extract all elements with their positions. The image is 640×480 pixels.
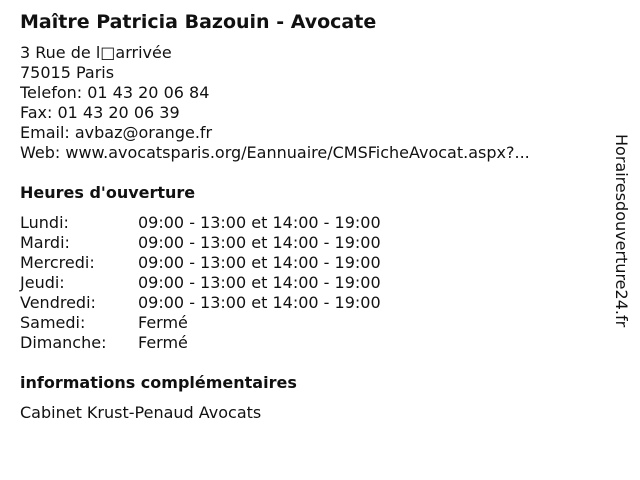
additional-info-text: Cabinet Krust-Penaud Avocats (20, 403, 262, 422)
website-url: Web: www.avocatsparis.org/Eannuaire/CMSFicheAvocat.aspx?... (20, 143, 530, 162)
email-address: Email: avbaz@orange.fr (20, 123, 213, 142)
hours-row-jeudi (20, 273, 381, 293)
hours-row-mercredi (20, 253, 381, 273)
hours-row-dimanche (20, 333, 381, 353)
phone-number: Telefon: 01 43 20 06 84 (20, 83, 210, 102)
time-value: Fermé (138, 313, 188, 332)
day-label: Mardi: (20, 233, 70, 252)
day-label: Vendredi: (20, 293, 96, 312)
opening-hours-heading: Heures d'ouverture (20, 183, 196, 202)
hours-row-samedi (20, 313, 381, 333)
hours-row-mardi (20, 233, 381, 253)
day-label: Lundi: (20, 213, 69, 232)
day-label: Dimanche: (20, 333, 107, 352)
day-label: Mercredi: (20, 253, 95, 272)
site-watermark: Horairesdouverture24.fr (612, 134, 631, 328)
time-value: 09:00 - 13:00 et 14:00 - 19:00 (138, 233, 381, 252)
time-value: Fermé (138, 333, 188, 352)
time-value: 09:00 - 13:00 et 14:00 - 19:00 (138, 253, 381, 272)
address-city: 75015 Paris (20, 63, 115, 82)
hours-row-lundi (20, 213, 381, 233)
address-street: 3 Rue de l□arrivée (20, 43, 172, 62)
day-label: Samedi: (20, 313, 86, 332)
additional-info-heading: informations complémentaires (20, 373, 297, 392)
fax-number: Fax: 01 43 20 06 39 (20, 103, 180, 122)
time-value: 09:00 - 13:00 et 14:00 - 19:00 (138, 293, 381, 312)
day-label: Jeudi: (20, 273, 65, 292)
hours-row-vendredi (20, 293, 381, 313)
contact-block (20, 43, 600, 163)
business-card (20, 10, 600, 423)
time-value: 09:00 - 13:00 et 14:00 - 19:00 (138, 273, 381, 292)
time-value: 09:00 - 13:00 et 14:00 - 19:00 (138, 213, 381, 232)
page-title: Maître Patricia Bazouin - Avocate (20, 11, 377, 33)
opening-hours-table (20, 213, 381, 353)
